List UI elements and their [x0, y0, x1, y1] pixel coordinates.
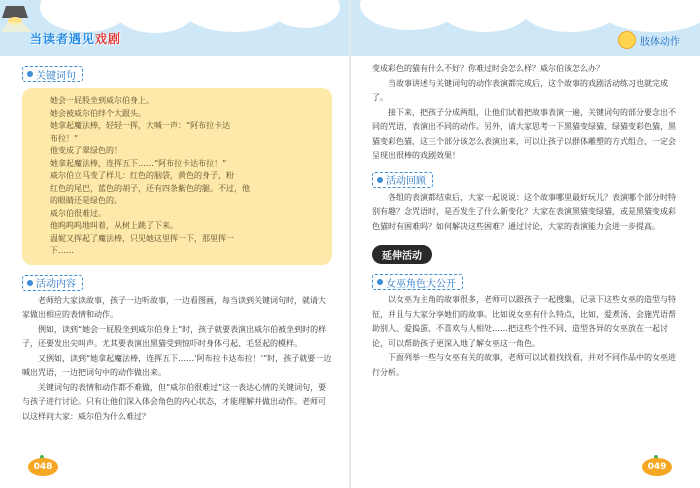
chapter-badge-label: 肢体动作 [640, 36, 680, 48]
book-title [30, 30, 121, 47]
tag-dot-icon [27, 71, 33, 77]
section-tag-keywords [22, 66, 83, 82]
lamp-icon [2, 2, 38, 32]
book-title-prefix: 当读者遇见 [30, 32, 96, 46]
tag-dot-icon [377, 279, 383, 285]
extend-activity-title: 延伸活动 [372, 245, 432, 264]
section-tag-label: 活动回顾 [386, 176, 426, 187]
paragraph: 老师给大家读故事，孩子一边听故事，一边看图画，每当读到关键词句时，就请大家做出相应的表情和动作。 [22, 295, 326, 319]
keyword-line: 他变成了翠绿色的！ [50, 146, 122, 155]
page-number-right: 049 [642, 458, 672, 476]
paragraph: 当故事讲述与关键词句的动作表演都完成后，这个故事的戏剧活动练习也就完成了。 [372, 78, 668, 102]
paragraph: 关键词句的表情和动作都不难做，但“威尔伯很难过”这一表达心情的关键词句，要与孩子进行讨论。只有让他们深入体会角色的内心状态，才能理解并做出动作。老师可以这样问大家：威尔伯为什么难过？ [22, 382, 327, 421]
keyword-line: 的眼睛还是绿色的。 [50, 196, 122, 205]
paragraph: 各组的表演都结束后，大家一起说说：这个故事哪里最好玩儿？表演哪个部分时特别有趣？念咒语时，是否发生了什么新变化？大家在表演黑猫变绿猫，或是黑猫变成彩色猫时有困难吗？如何解决这些困难？通过讨论，大家的表演能力会进一步提高。 [372, 192, 676, 231]
section-tag-label: 活动内容 [36, 279, 76, 290]
paragraph: 接下来，把孩子分成两组，让他们试着把故事表演一遍，关键词句的部分要念出不同的咒语，表演出不同的动作。另外，请大家思考一下黑猫变绿猫、绿猫变彩色猫，黑猫变彩色猫，这三个部分该怎么表演出来，可以让孩子以群体雕塑的方式组合，一定会呈现出很棒的戏剧效果！ [372, 107, 676, 160]
continued-text [372, 62, 682, 164]
keyword-line: 她会被威尔伯绊个大跟头。 [50, 108, 146, 118]
keyword-box [22, 88, 332, 265]
character-icon [618, 31, 636, 49]
keyword-line: 威尔伯很难过。 [50, 208, 106, 218]
activity-content [22, 294, 332, 425]
left-page [22, 62, 332, 424]
tag-dot-icon [377, 177, 383, 183]
keyword-line: 下…… [50, 246, 74, 255]
keyword-line: 威尔伯立马变了样儿：红色的脑袋，黄色的身子，粉 [50, 171, 234, 180]
paragraph: 以女巫为主角的故事很多，老师可以跟孩子一起搜集，记录下这些女巫的造型与特征，并且与大家分享她们的故事。比如说女巫有什么特点，比如，爱煮汤、会施咒语帮助别人、爱捣蛋、不喜欢与人相处……把这些个性不同、造型各异的女巫放在一起讨论，可以帮助孩子更深入地了解女巫这一角色。 [372, 295, 676, 348]
paragraph: 例如，读到“她会一屁股坐到威尔伯身上”时，孩子就要表演出威尔伯被坐到时的样子，还要发出尖叫声。尤其要表演出黑猫受到惊吓时身体弓起、毛竖起的模样。 [22, 324, 327, 348]
witch-content [372, 293, 682, 380]
keyword-line: 温妮又挥起了魔法棒，只见她这里挥一下，那里挥一 [50, 233, 234, 243]
cloud-decoration [600, 0, 700, 32]
keyword-line: 红色的尾巴，蓝色的胡子，还有四条紫色的腿。不过，他 [50, 183, 250, 193]
book-spine [349, 0, 351, 488]
keyword-line: 她拿起魔法棒，轻轻一挥，大喊一声：“阿布拉卡达 [50, 121, 231, 130]
book-title-suffix: 戏剧 [95, 32, 122, 46]
section-tag-activity [22, 275, 83, 291]
paragraph: 变成彩色的猫有什么不好？你难过时会怎么样？威尔伯该怎么办？ [372, 64, 604, 73]
paragraph: 又例如，读到“她拿起魔法棒，连挥五下……‘阿布拉卡达布拉！’”时，孩子就要一边喊出咒语，一边把词句中的动作做出来。 [22, 353, 332, 377]
page-number-left: 048 [28, 458, 58, 476]
keyword-line: 她会一屁股坐到威尔伯身上。 [50, 96, 154, 105]
section-tag-label: 关键词句 [36, 70, 76, 82]
section-tag-witch [372, 274, 463, 290]
review-content [372, 191, 682, 235]
keyword-line: 布拉！” [50, 133, 79, 143]
paragraph: 下面列举一些与女巫有关的故事，老师可以试着找找看，并对不同作品中的女巫进行分析。 [372, 353, 676, 377]
chapter-badge [618, 30, 680, 50]
keyword-line: 她拿起魔法棒，连挥五下……“阿布拉卡达布拉！” [50, 158, 227, 168]
cloud-decoration [440, 0, 530, 32]
keyword-line: 他呜呜呜地叫着，从树上跳了下来。 [50, 221, 178, 230]
right-page [372, 62, 682, 380]
section-tag-review [372, 172, 433, 188]
tag-dot-icon [27, 280, 33, 286]
section-tag-label: 女巫角色大公开 [386, 278, 456, 290]
cloud-decoration [270, 0, 340, 28]
